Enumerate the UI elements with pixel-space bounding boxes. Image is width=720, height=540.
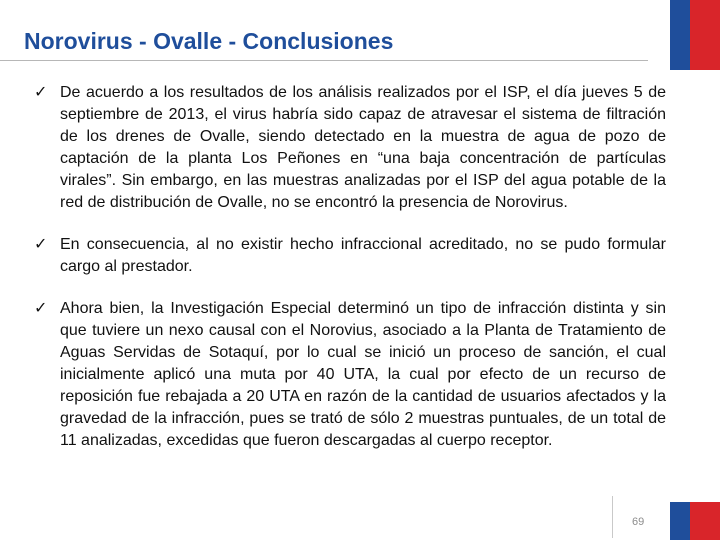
list-item [34, 234, 666, 278]
flag-decoration-top [670, 0, 720, 70]
list-item [34, 298, 666, 452]
bullet-text: Ahora bien, la Investigación Especial determinó un tipo de infracción distinta y sin que tuviere un nexo causal con el Norovius, asociado a la Planta de Tratamiento de Aguas Servidas de Sotaquí, por lo cual se inició un proceso de sanción, el cual inicialmente aplicó una muta por 40 UTA, la cual por efecto de un recurso de reposición fue rebajada a 20 UTA en razón de la cantidad de usuarios afectados y la gravedad de la infracción, pues se trató de sólo 2 muestras puntuales, de un total de 11 analizadas, excedidas que fueron descargadas al cuerpo receptor. [60, 300, 666, 449]
title-divider [0, 60, 648, 61]
checkmark-icon: ✓ [34, 84, 48, 101]
page-number-divider [612, 496, 613, 538]
flag-decoration-bottom [670, 502, 720, 540]
flag-red-stripe [690, 0, 720, 70]
list-item [34, 82, 666, 214]
flag-red-stripe [690, 502, 720, 540]
flag-blue-stripe [670, 502, 690, 540]
page-number: 69 [632, 516, 645, 528]
slide-title: Norovirus - Ovalle - Conclusiones [24, 28, 394, 54]
bullet-text: En consecuencia, al no existir hecho infraccional acreditado, no se pudo formular cargo al prestador. [60, 236, 666, 275]
flag-blue-stripe [670, 0, 690, 70]
bullet-list [34, 82, 666, 472]
checkmark-icon: ✓ [34, 300, 48, 317]
bullet-text: De acuerdo a los resultados de los análisis realizados por el ISP, el día jueves 5 de septiembre de 2013, el virus habría sido capaz de atravesar el sistema de filtración de los drenes de Ovalle, siendo detectado en la muestra de agua de pozo de captación de la planta Los Peñones en “una baja concentración de partículas virales”. Sin embargo, en las muestras analizadas por el ISP del agua potable de la red de distribución de Ovalle, no se encontró la presencia de Norovirus. [60, 84, 666, 211]
checkmark-icon: ✓ [34, 236, 48, 253]
